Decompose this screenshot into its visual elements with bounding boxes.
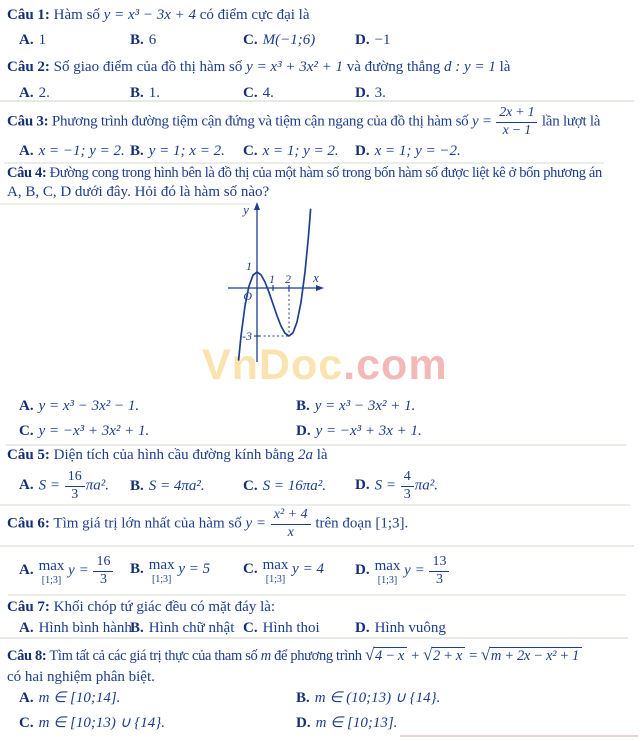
option-b bbox=[130, 84, 243, 103]
question-1-heading bbox=[7, 6, 310, 25]
x-axis-arrow bbox=[316, 285, 324, 291]
option-d-value: 3. bbox=[374, 85, 386, 101]
option-c-value: m ∈ [10;13) ∪ {14}. bbox=[38, 714, 166, 731]
option-d bbox=[296, 422, 422, 441]
fraction-denominator: 3 bbox=[71, 486, 79, 502]
option-a bbox=[19, 397, 296, 416]
option-a bbox=[19, 142, 130, 161]
option-a-value: 2. bbox=[38, 85, 50, 101]
question-6-options bbox=[19, 549, 450, 593]
question-7-label: Câu 7: bbox=[7, 599, 50, 615]
option-b bbox=[130, 619, 243, 638]
option-a-value: x = −1; y = 2. bbox=[38, 143, 125, 159]
fraction-numerator: 13 bbox=[429, 555, 449, 572]
option-a-letter: A. bbox=[19, 143, 34, 159]
option-b-letter: B. bbox=[130, 85, 144, 101]
option-b-letter: B. bbox=[130, 477, 144, 494]
question-2-text-tail: là bbox=[499, 59, 511, 75]
option-d-letter: D. bbox=[296, 714, 311, 731]
option-d-letter: D. bbox=[355, 32, 370, 48]
fraction-denominator: x − 1 bbox=[502, 122, 532, 138]
option-a-letter: A. bbox=[19, 562, 34, 579]
option-c bbox=[243, 31, 355, 50]
question-2-text-mid: và đường thẳng bbox=[346, 59, 441, 75]
fraction-numerator: 4 bbox=[401, 470, 414, 487]
question-5-label: Câu 5: bbox=[7, 447, 50, 463]
option-b bbox=[130, 477, 243, 496]
option-a-letter: A. bbox=[19, 398, 34, 414]
option-c-value: Hình thoi bbox=[262, 620, 320, 636]
option-a-fraction bbox=[92, 555, 114, 587]
radical-2 bbox=[422, 645, 465, 664]
option-a-value: y = x³ − 3x² − 1. bbox=[38, 398, 140, 414]
option-a-value: Hình bình hành bbox=[38, 620, 132, 636]
max-operator bbox=[149, 558, 175, 585]
radicand: m + 2x − x² + 1 bbox=[490, 647, 582, 664]
option-c bbox=[243, 142, 355, 161]
y-min-label: -3 bbox=[242, 329, 252, 343]
fraction-numerator: 16 bbox=[93, 555, 113, 572]
option-c-letter: C. bbox=[243, 143, 258, 159]
option-a-letter: A. bbox=[19, 32, 34, 48]
radicand: 4 − x bbox=[374, 647, 407, 664]
option-d-letter: D. bbox=[355, 85, 370, 101]
option-d-eq: y = bbox=[404, 562, 425, 579]
question-4-text-line2: A, B, C, D dưới đây. Hỏi đó là hàm số nào? bbox=[7, 184, 270, 200]
radical-sign: √ bbox=[422, 645, 432, 664]
max-operator bbox=[39, 559, 65, 586]
question-3-heading bbox=[7, 106, 600, 138]
option-c-value: y = −x³ + 3x² + 1. bbox=[38, 422, 150, 439]
question-8-heading-line1 bbox=[7, 644, 582, 665]
fraction-numerator: x² + 4 bbox=[271, 508, 311, 525]
option-d-rhs: πa². bbox=[414, 477, 438, 494]
question-8-heading-line2 bbox=[7, 668, 155, 687]
option-c bbox=[19, 422, 296, 441]
y-tick-1-label: 1 bbox=[246, 259, 252, 273]
option-b-letter: B. bbox=[130, 32, 144, 48]
option-c bbox=[19, 714, 296, 733]
option-c-value: x = 1; y = 2. bbox=[262, 143, 339, 159]
option-d-value: Hình vuông bbox=[374, 620, 446, 636]
option-b-value: 1. bbox=[148, 85, 161, 101]
y-axis-label: y bbox=[243, 202, 249, 217]
option-d bbox=[355, 142, 461, 161]
option-d-letter: D. bbox=[355, 562, 370, 579]
question-6-label: Câu 6: bbox=[7, 515, 50, 532]
option-a-value: m ∈ [10;14]. bbox=[38, 690, 121, 706]
cubic-function-graph bbox=[183, 198, 395, 366]
option-d-value: y = −x³ + 3x + 1. bbox=[315, 422, 422, 439]
option-a bbox=[19, 555, 130, 587]
option-d-fraction bbox=[428, 555, 450, 587]
question-3-options bbox=[19, 142, 461, 161]
option-a-value: 1 bbox=[38, 32, 47, 48]
question-4-text-line1: Đường cong trong hình bên là đồ thị của một hàm số trong bốn hàm số được liệt kê ở bốn phương án bbox=[49, 165, 602, 181]
question-3-text-tail: lần lượt là bbox=[541, 113, 601, 130]
max-operator bbox=[263, 558, 289, 585]
question-1-formula: y = x³ − 3x + 4 bbox=[103, 7, 197, 23]
option-c-value: 4. bbox=[262, 85, 274, 101]
option-c-value: M(−1;6) bbox=[262, 32, 316, 48]
option-b-letter: B. bbox=[130, 620, 144, 636]
question-4-label: Câu 4: bbox=[7, 165, 47, 181]
option-a-letter: A. bbox=[19, 477, 34, 494]
question-2-heading bbox=[7, 58, 510, 77]
option-a bbox=[19, 31, 130, 50]
question-8-parameter: m bbox=[260, 648, 271, 664]
fraction-denominator: 3 bbox=[403, 486, 411, 502]
question-6-text: Tìm giá trị lớn nhất của hàm số bbox=[53, 515, 242, 532]
option-a-letter: A. bbox=[19, 690, 34, 706]
question-7-heading bbox=[7, 598, 275, 617]
option-a bbox=[19, 470, 130, 502]
option-a-lhs: S = bbox=[38, 477, 60, 494]
radical-sign: √ bbox=[480, 645, 490, 664]
option-d bbox=[355, 619, 446, 638]
question-5-options bbox=[19, 466, 438, 506]
radical-sign: √ bbox=[364, 645, 374, 664]
plus-operator: + bbox=[410, 648, 420, 664]
option-d-letter: D. bbox=[296, 422, 311, 439]
question-4-options bbox=[19, 397, 422, 441]
option-a-eq: y = bbox=[68, 562, 89, 579]
option-b-value: y = x³ − 3x² + 1. bbox=[314, 398, 416, 414]
option-c bbox=[243, 619, 355, 638]
x-axis-label: x bbox=[313, 270, 319, 285]
question-8-text-mid: để phương trình bbox=[274, 648, 362, 664]
option-b bbox=[130, 142, 243, 161]
option-b bbox=[130, 558, 243, 585]
option-d-value: x = 1; y = −2. bbox=[374, 143, 461, 159]
question-2-options bbox=[19, 84, 386, 103]
option-b-value: Hình chữ nhật bbox=[148, 620, 235, 636]
option-b bbox=[296, 397, 422, 416]
question-6-interval: [1;3]. bbox=[375, 515, 409, 532]
question-2-line-formula: d : y = 1 bbox=[444, 59, 496, 75]
question-1-options bbox=[19, 31, 391, 50]
question-3-equation-lhs: y = bbox=[471, 113, 492, 130]
option-c-letter: C. bbox=[243, 85, 258, 101]
option-b-value: y = 1; x = 2. bbox=[148, 143, 225, 159]
option-c bbox=[243, 558, 355, 585]
max-word: max bbox=[148, 556, 175, 573]
question-1-text: Hàm số bbox=[53, 7, 100, 23]
watermark-text-vndoc: VnDoc bbox=[202, 341, 344, 389]
option-b-letter: B. bbox=[296, 690, 310, 706]
option-d bbox=[296, 714, 440, 733]
option-d-letter: D. bbox=[355, 620, 370, 636]
option-a-letter: A. bbox=[19, 85, 34, 101]
x-tick-2-label: 2 bbox=[285, 272, 291, 286]
option-a bbox=[19, 689, 296, 708]
option-a-fraction bbox=[64, 470, 86, 502]
option-a-letter: A. bbox=[19, 620, 34, 636]
equals-operator: = bbox=[468, 648, 478, 664]
option-b-value: S = 4πa². bbox=[148, 477, 205, 494]
max-interval: [1;3] bbox=[265, 573, 286, 585]
question-5-text-tail: là bbox=[316, 447, 328, 463]
question-6-heading bbox=[7, 508, 408, 540]
y-axis-arrow bbox=[254, 202, 260, 210]
radical-1 bbox=[364, 645, 407, 664]
x-tick-1-label: 1 bbox=[269, 272, 275, 286]
option-b-value: m ∈ (10;13) ∪ {14}. bbox=[314, 690, 441, 706]
option-c bbox=[243, 477, 355, 496]
option-d-letter: D. bbox=[355, 143, 370, 159]
option-c-letter: C. bbox=[19, 422, 34, 439]
fraction-denominator: 3 bbox=[99, 571, 107, 587]
question-6-equation-lhs: y = bbox=[245, 515, 266, 532]
option-c-letter: C. bbox=[19, 714, 34, 731]
option-b-letter: B. bbox=[130, 560, 144, 577]
origin-label: O bbox=[243, 289, 252, 303]
option-c-letter: C. bbox=[243, 620, 258, 636]
max-word: max bbox=[38, 558, 65, 575]
question-5-text: Diện tích của hình cầu đường kính bằng bbox=[53, 447, 295, 463]
question-8-text-line2: có hai nghiệm phân biệt. bbox=[7, 669, 155, 685]
option-a bbox=[19, 619, 130, 638]
max-word: max bbox=[262, 556, 289, 573]
watermark-text-com: .com bbox=[343, 341, 448, 389]
option-d bbox=[355, 470, 438, 502]
question-2-label: Câu 2: bbox=[7, 59, 50, 75]
option-b bbox=[296, 689, 440, 708]
question-5-heading bbox=[7, 446, 328, 465]
max-interval: [1;3] bbox=[377, 575, 398, 587]
fraction-denominator: 3 bbox=[435, 571, 443, 587]
question-3-label: Câu 3: bbox=[7, 113, 49, 130]
option-a bbox=[19, 84, 130, 103]
option-c-letter: C. bbox=[243, 560, 258, 577]
radicand: 2 + x bbox=[432, 647, 465, 664]
option-b-value: 6 bbox=[148, 32, 157, 48]
max-interval: [1;3] bbox=[41, 575, 62, 587]
question-1-text-tail: có điểm cực đại là bbox=[199, 7, 310, 23]
option-c-letter: C. bbox=[243, 32, 258, 48]
fraction-denominator: x bbox=[287, 524, 294, 540]
radical-3 bbox=[480, 645, 582, 664]
question-8-options bbox=[19, 689, 440, 733]
option-d-value: m ∈ [10;13]. bbox=[315, 714, 398, 731]
option-c bbox=[243, 84, 355, 103]
option-a-rhs: πa². bbox=[85, 477, 109, 494]
question-7-options bbox=[19, 619, 446, 638]
question-6-text-mid: trên đoạn bbox=[315, 515, 372, 532]
option-d-lhs: S = bbox=[374, 477, 396, 494]
fraction-numerator: 2x + 1 bbox=[496, 106, 537, 123]
question-5-diameter: 2a bbox=[298, 447, 314, 463]
question-8-label: Câu 8: bbox=[7, 648, 47, 664]
question-2-text: Số giao điểm của đồ thị hàm số bbox=[53, 59, 243, 75]
question-2-formula: y = x³ + 3x² + 1 bbox=[246, 59, 343, 75]
question-3-text: Phương trình đường tiệm cận đứng và tiệm cận ngang của đồ thị hàm số bbox=[51, 113, 469, 130]
option-c-value: S = 16πa². bbox=[262, 477, 326, 494]
option-b-letter: B. bbox=[296, 398, 310, 414]
option-d bbox=[355, 84, 386, 103]
option-d-letter: D. bbox=[355, 477, 370, 494]
option-d bbox=[355, 555, 450, 587]
option-b-eq: y = 5 bbox=[178, 560, 211, 577]
question-6-fraction bbox=[270, 508, 312, 540]
option-d-fraction bbox=[400, 470, 415, 502]
option-b bbox=[130, 31, 243, 50]
option-c-letter: C. bbox=[243, 477, 258, 494]
question-1-label: Câu 1: bbox=[7, 7, 50, 23]
option-b-letter: B. bbox=[130, 143, 144, 159]
question-7-text: Khối chóp tứ giác đều có mặt đáy là: bbox=[53, 599, 276, 615]
fraction-numerator: 16 bbox=[65, 470, 85, 487]
question-8-text: Tìm tất cả các giá trị thực của tham số bbox=[49, 648, 258, 664]
option-d-value: −1 bbox=[374, 32, 391, 48]
option-d bbox=[355, 31, 391, 50]
option-c-eq: y = 4 bbox=[292, 560, 324, 577]
question-3-fraction bbox=[495, 106, 538, 138]
max-interval: [1;3] bbox=[151, 573, 172, 585]
max-word: max bbox=[374, 558, 401, 575]
question-4-heading-line1 bbox=[7, 164, 602, 182]
max-operator bbox=[375, 559, 401, 586]
